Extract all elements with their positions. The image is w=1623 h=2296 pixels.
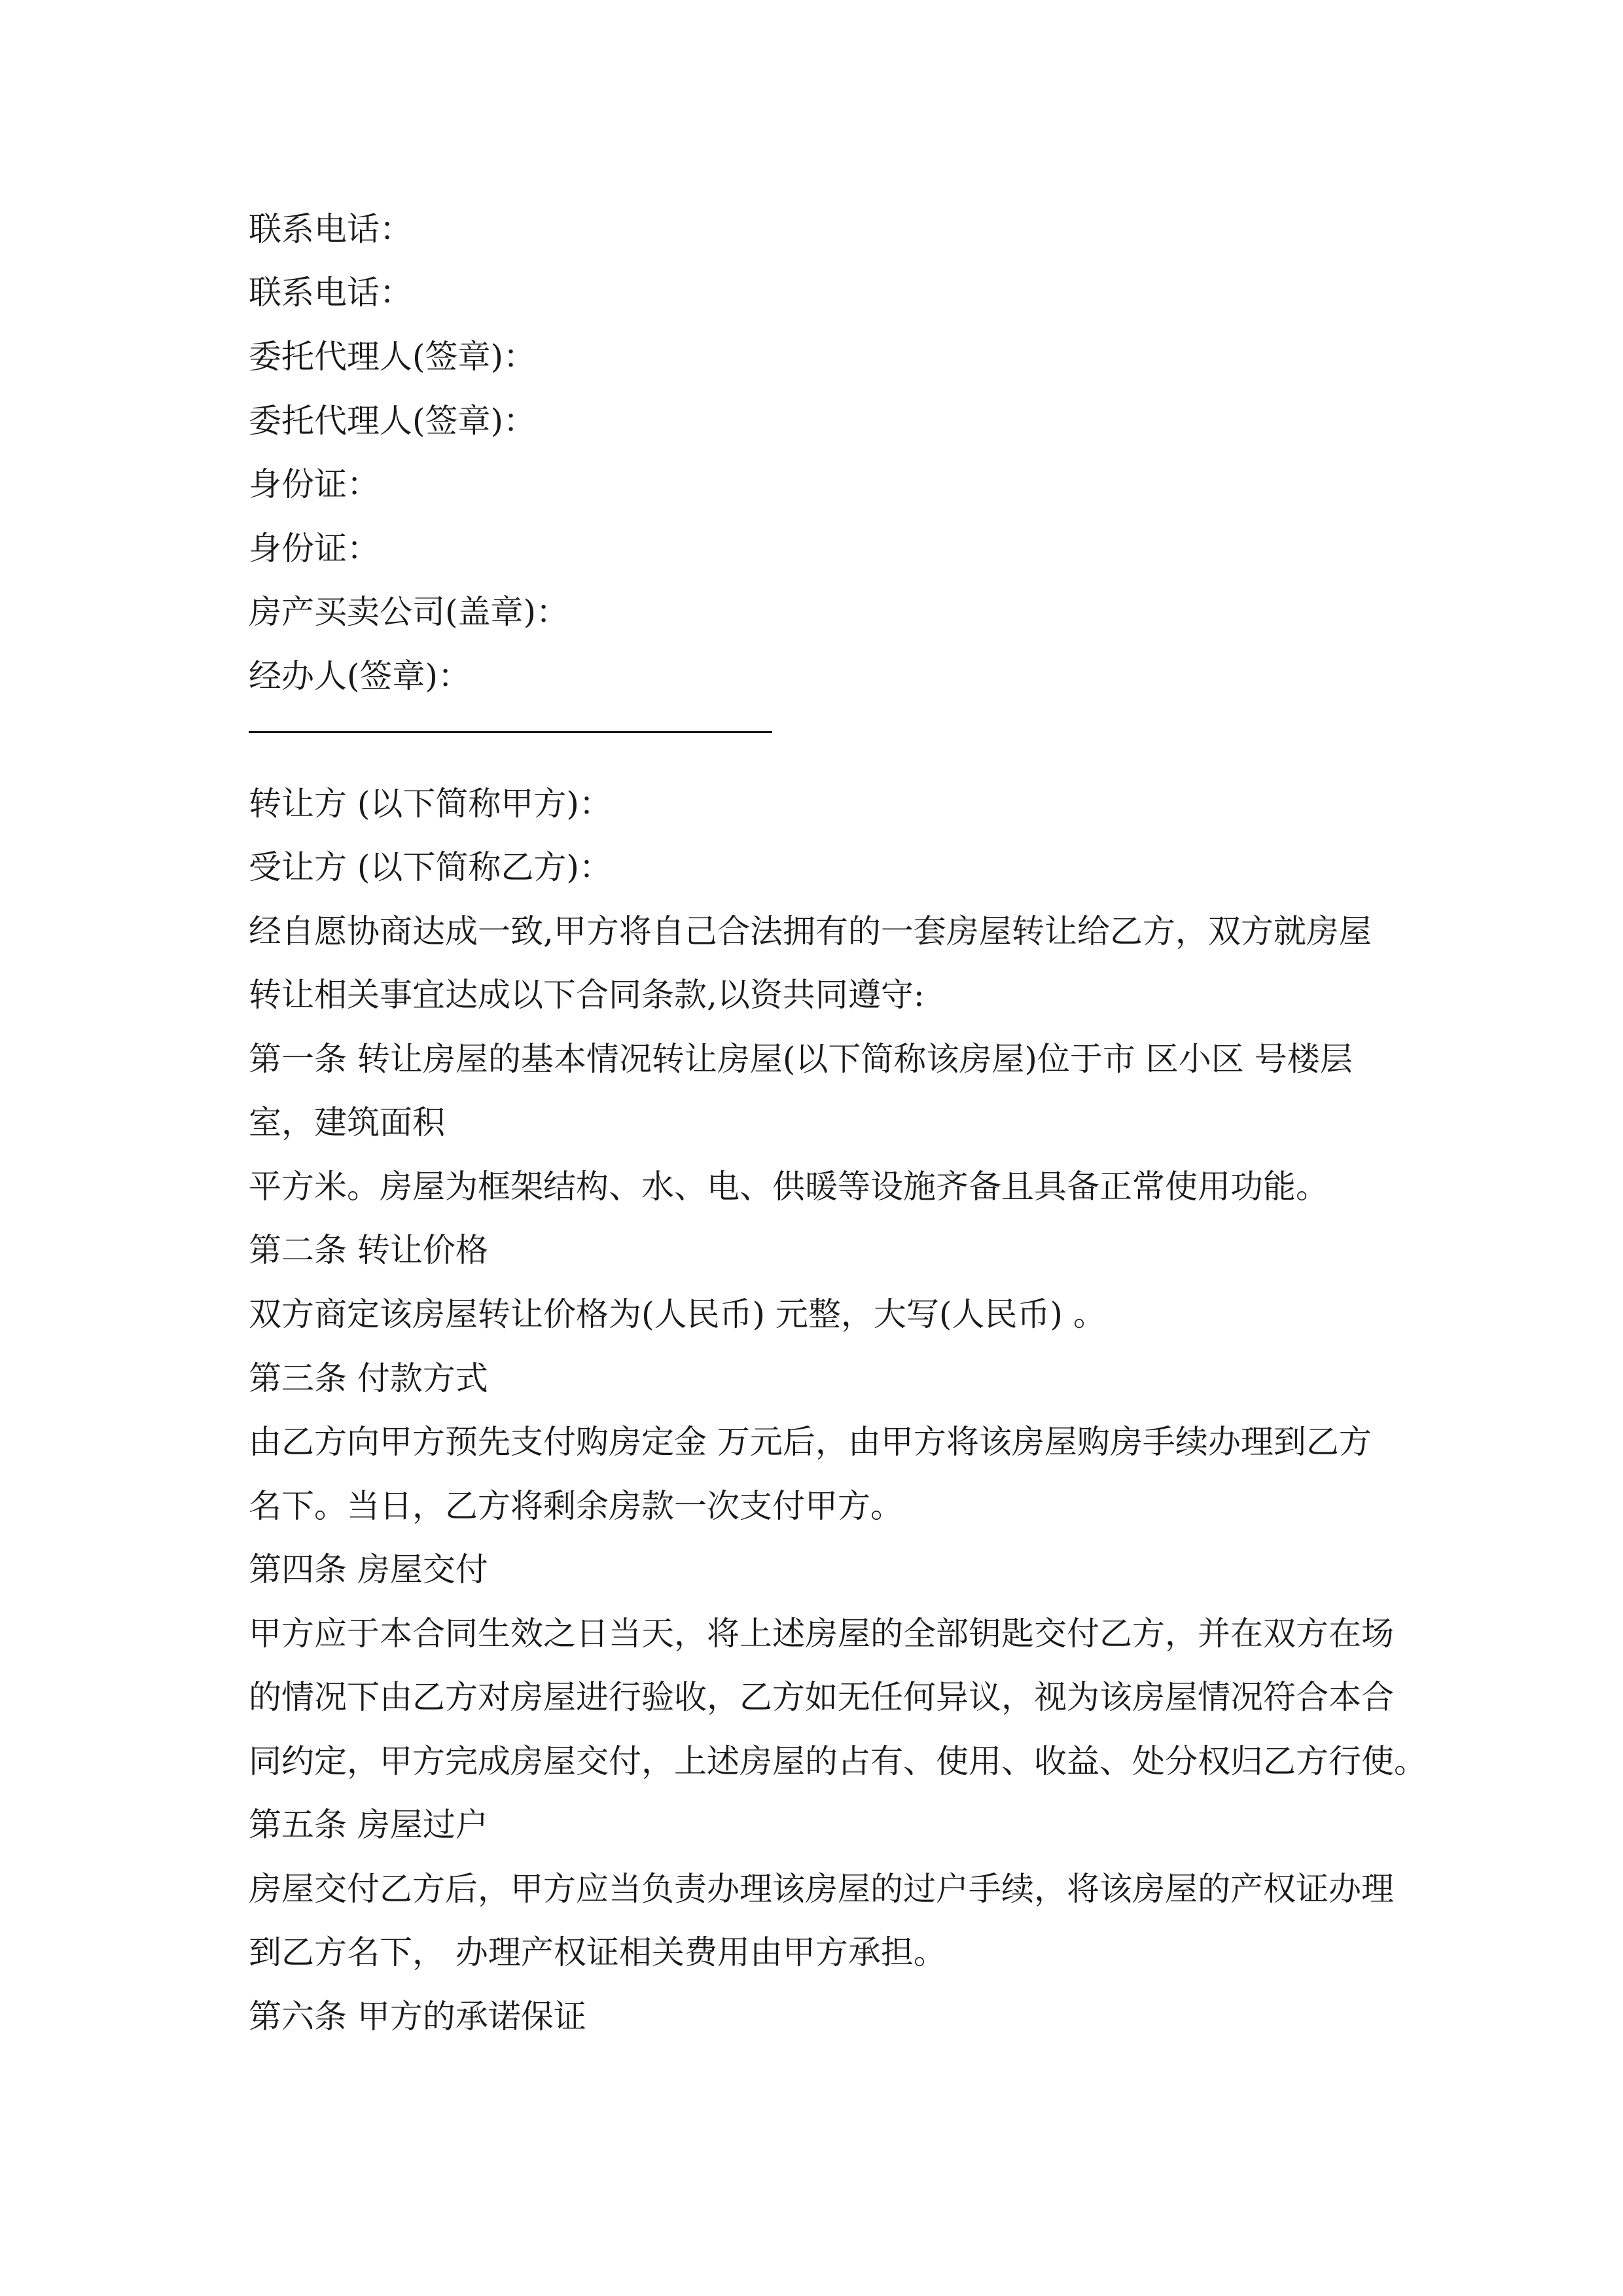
signature-phone-b: 联系电话： (249, 274, 412, 312)
section-divider (249, 731, 772, 733)
signature-id-b: 身份证： (249, 529, 380, 567)
article4-title: 第四条 房屋交付 (249, 1551, 488, 1588)
article3-title: 第三条 付款方式 (249, 1359, 488, 1397)
signature-company: 房产买卖公司(盖章)： (249, 593, 569, 631)
party-b-line: 受让方 (以下简称乙方)： (249, 848, 612, 886)
article1-line-2: 室，建筑面积 (249, 1103, 445, 1141)
article2-title: 第二条 转让价格 (249, 1231, 488, 1269)
article3-body-2: 名下。当日，乙方将剩余房款一次支付甲方。 (249, 1487, 903, 1525)
signature-agent-b: 委托代理人(签章)： (249, 402, 537, 440)
signature-phone-a: 联系电话： (249, 210, 412, 248)
intro-line-2: 转让相关事宜达成以下合同条款,以资共同遵守: (249, 976, 925, 1014)
article1-line-3: 平方米。房屋为框架结构、水、电、供暖等设施齐备且具备正常使用功能。 (249, 1168, 1329, 1206)
intro-line-1: 经自愿协商达成一致,甲方将自己合法拥有的一套房屋转让给乙方，双方就房屋 (249, 912, 1372, 950)
signature-id-a: 身份证： (249, 465, 380, 503)
article5-title: 第五条 房屋过户 (249, 1806, 488, 1844)
article2-body: 双方商定该房屋转让价格为(人民币) 元整，大写(人民币) 。 (249, 1295, 1106, 1333)
article5-body-2: 到乙方名下， 办理产权证相关费用由甲方承担。 (249, 1933, 946, 1971)
article4-body-2: 的情况下由乙方对房屋进行验收，乙方如无任何异议，视为该房屋情况符合本合 (249, 1678, 1394, 1716)
party-a-line: 转让方 (以下简称甲方)： (249, 785, 612, 823)
article4-body-3: 同约定，甲方完成房屋交付，上述房屋的占有、使用、收益、处分权归乙方行使。 (249, 1742, 1427, 1780)
signature-agent-a: 委托代理人(签章)： (249, 338, 537, 376)
article6-title: 第六条 甲方的承诺保证 (249, 1998, 586, 2036)
article4-body-1: 甲方应于本合同生效之日当天，将上述房屋的全部钥匙交付乙方，并在双方在场 (249, 1615, 1394, 1653)
article3-body-1: 由乙方向甲方预先支付购房定金 万元后，由甲方将该房屋购房手续办理到乙方 (249, 1423, 1372, 1461)
article5-body-1: 房屋交付乙方后，甲方应当负责办理该房屋的过户手续，将该房屋的产权证办理 (249, 1870, 1394, 1908)
article1-line-1: 第一条 转让房屋的基本情况转让房屋(以下简称该房屋)位于市 区小区 号楼层 (249, 1040, 1353, 1078)
signature-handler: 经办人(签章)： (249, 657, 471, 695)
